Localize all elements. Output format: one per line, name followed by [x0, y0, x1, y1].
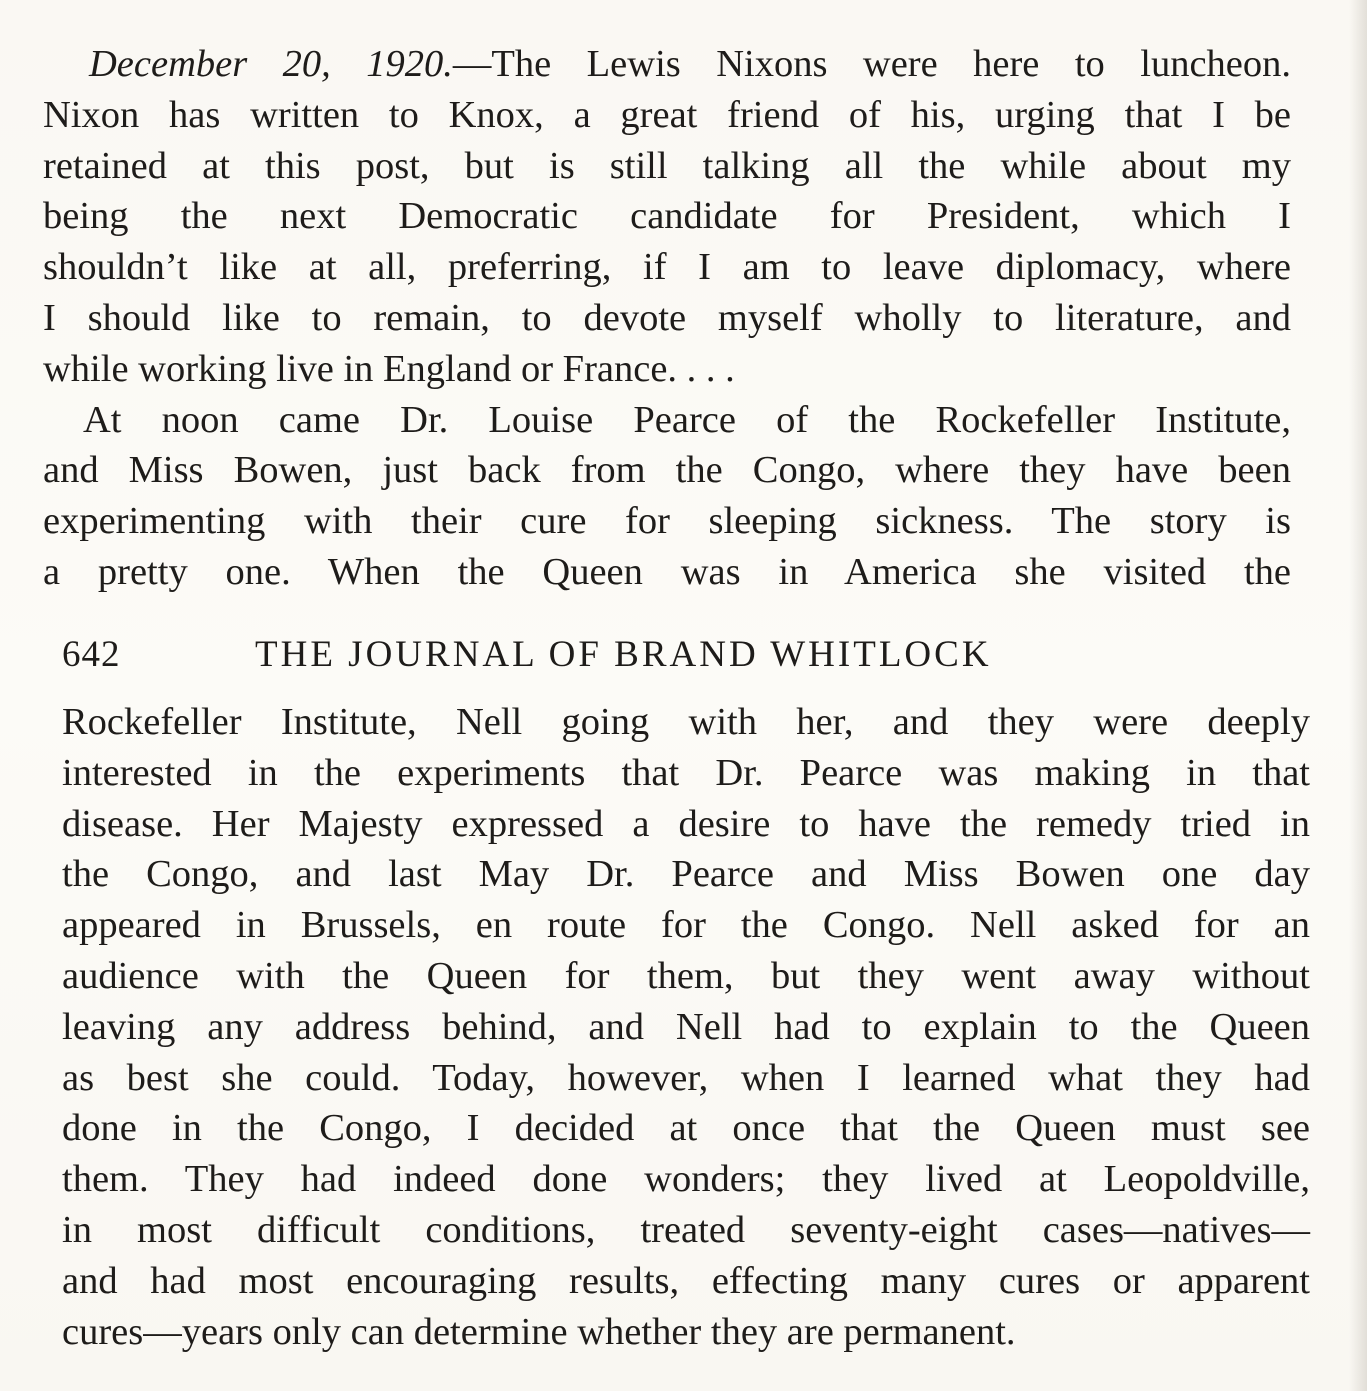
paragraph-2-line: a pretty one. When the Queen was in America she visited the — [43, 550, 1291, 593]
paragraph-1-line: I should like to remain, to devote myself wholly to literature, and — [43, 296, 1291, 339]
page-edge-shadow — [1349, 0, 1367, 1391]
paragraph-1-line: being the next Democratic candidate for President, which I — [43, 195, 1291, 238]
body-line: audience with the Queen for them, but they went away without — [62, 954, 1310, 997]
body-line: them. They had indeed done wonders; they lived at Leopoldville, — [62, 1158, 1310, 1201]
paragraph-1-first-line — [43, 39, 1291, 90]
paragraph-2-line: experimenting with their cure for sleeping sickness. The story is — [43, 500, 1291, 543]
paragraph-2-line: and Miss Bowen, just back from the Congo, where they have been — [43, 449, 1291, 492]
book-title-header: THE JOURNAL OF BRAND WHITLOCK — [255, 634, 992, 675]
body-line: leaving any address behind, and Nell had to explain to the Queen — [62, 1005, 1310, 1048]
paragraph-1-first-line-text: —The Lewis Nixons were here to luncheon. — [452, 43, 1291, 85]
body-line: in most difficult conditions, treated seventy-eight cases—natives— — [62, 1208, 1310, 1251]
bottom-text-block — [62, 697, 1310, 1357]
paragraph-2-line: At noon came Dr. Louise Pearce of the Rockefeller Institute, — [83, 398, 1291, 441]
paragraph-1-line: while working live in England or France. . . . — [43, 347, 735, 390]
body-line: appeared in Brussels, en route for the Congo. Nell asked for an — [62, 904, 1310, 947]
entry-date: December 20, 1920. — [89, 43, 453, 85]
paragraph-1-line: Nixon has written to Knox, a great friend of his, urging that I be — [43, 93, 1291, 136]
page-number: 642 — [62, 634, 121, 675]
body-line: disease. Her Majesty expressed a desire to have the remedy tried in — [62, 802, 1310, 845]
paragraph-1-line: shouldn’t like at all, preferring, if I am to leave diplomacy, where — [43, 246, 1291, 289]
body-line: the Congo, and last May Dr. Pearce and Miss Bowen one day — [62, 853, 1310, 896]
body-line: Rockefeller Institute, Nell going with her, and they were deeply — [62, 701, 1310, 743]
running-head — [62, 632, 1122, 678]
body-line: done in the Congo, I decided at once that the Queen must see — [62, 1107, 1310, 1150]
body-line: cures—years only can determine whether they are permanent. — [62, 1310, 1016, 1353]
body-line: as best she could. Today, however, when I learned what they had — [62, 1056, 1310, 1099]
body-line: interested in the experiments that Dr. Pearce was making in that — [62, 751, 1310, 794]
top-text-block — [43, 39, 1291, 598]
body-line: and had most encouraging results, effecting many cures or apparent — [62, 1259, 1310, 1302]
paragraph-1-line: retained at this post, but is still talking all the while about my — [43, 144, 1291, 187]
